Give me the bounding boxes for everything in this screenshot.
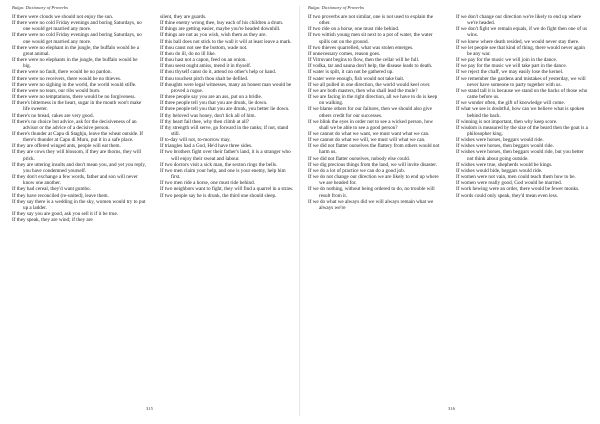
proverb-entry: If we cannot do what we want, we must want what we can. xyxy=(308,130,430,137)
column xyxy=(308,14,442,211)
column xyxy=(160,14,294,199)
proverb-entry: If there were no tears, our ribs would burn. xyxy=(12,87,101,94)
proverb-entry: If what we see is doubtful, how can we believe what is spoken behind the back. xyxy=(456,106,585,119)
proverb-entry: If thou do ill, do no ill like. xyxy=(160,50,216,57)
column xyxy=(12,14,146,223)
proverb-entry: If there were no receivers, there would be no thieves. xyxy=(12,75,122,82)
proverb-entry: If they say you are good, ask you sell it if it be true. xyxy=(12,211,119,217)
proverb-entry: If we are both masters, then who shall lead the mule? xyxy=(308,87,418,94)
proverb-entry: If wishes were true, shepherds would be kings. xyxy=(456,161,553,168)
proverb-entry: If we let people see that kind of thing, there would never again be any war. xyxy=(456,44,585,57)
proverb-entry: If two neighbors want to fight, they will find a quarrel in a straw. xyxy=(160,186,294,193)
column xyxy=(456,14,590,199)
proverb-entry: If two ride on a horse, one must ride behind. xyxy=(308,26,400,33)
proverb-entry: If there's no choice but advice, ask for the decisiveness of an advisor or the advice of a decisive person. xyxy=(12,118,137,131)
running-head: Bulgu: Dictionary of Proverbs xyxy=(308,5,365,10)
proverb-entry: If there were no cold Friday evenings and boring Saturdays, no one would get married any more. xyxy=(12,32,142,45)
proverb-entry: If thoughts were legal witnesses, many an honest man would be proved a rogue. xyxy=(160,81,292,94)
proverb-entry: If there were no elephants in the jungle, the buffalo would be big. xyxy=(12,57,138,70)
proverb-entry: If unnecessary comes, reason goes. xyxy=(308,50,381,57)
proverb-entry: If thine enemy wrong thee, buy each of his children a drum. xyxy=(160,20,284,27)
proverb-entry: If thy heart fail thee, why then climb at all? xyxy=(160,118,250,125)
proverb-entry: If women were really good, God would be married. xyxy=(456,180,562,187)
proverb-entry: If we knew where death resided, we would never stay there. xyxy=(456,38,580,45)
proverb-entry: If work hewing were an order, there would be fewer monks. xyxy=(456,186,580,193)
proverb-entry: If two brothers fight over their father's land, it is a stranger who will enjoy their sweat and labour. xyxy=(160,149,291,162)
proverb-entry: If we wonder often, the gift of knowledge will come. xyxy=(456,100,565,107)
proverb-entry: If we blink the eyes in order not to see a wicked person, how shall we be able to see a good person? xyxy=(308,118,434,131)
proverb-entry: If there's bitterness in the heart, sugar in the mouth won't make life sweeter. xyxy=(12,100,142,113)
proverb-entry: silent, they are guards. xyxy=(160,14,207,20)
proverb-entry: If we don't change our direction we're likely to end up where we're headed. xyxy=(456,14,582,27)
proverb-entry: If we all pulled in one direction, the world would keel over. xyxy=(308,81,431,88)
proverb-entry: If we don't fight we remain equals, if we do fight then one of us wins. xyxy=(456,26,587,39)
page-number: 315 xyxy=(146,406,153,411)
proverb-entry: If water is spilt, it can not be gathered up. xyxy=(308,69,394,76)
proverb-entry: If there were no elephant in the jungle, the buffalo would be a great animal. xyxy=(12,44,140,57)
proverb-entry: If they are offered winged ants, people will eat them. xyxy=(12,143,121,150)
proverb-entry: If there were no cold Friday evenings and boring Saturdays, no one would get married any more. xyxy=(12,20,142,33)
proverb-entry: If water were enough, fish would not take bait. xyxy=(308,75,405,82)
proverb-entry: If we cannot do what we will, we must will what we can. xyxy=(308,137,426,144)
proverb-entry: If two men claim your help, and one is your enemy, help him first. xyxy=(160,167,286,181)
proverb-entry: If we pay for the music we will take part in the dance. xyxy=(456,63,567,70)
proverb-entry: If wisdom is measured by the size of the beard then the goat is a philosopher king. xyxy=(456,124,588,137)
proverb-entry: If there were no fault, there would be no pardon. xyxy=(12,69,112,76)
proverb-entry: If two thieves quarrelled, what was stolen emerges. xyxy=(308,44,414,51)
proverb-entry: If they say there is a wedding in the sky, women would try to put up a ladder. xyxy=(12,198,146,211)
proverb-entry: If we pay for the music we will join in the dance. xyxy=(456,57,558,64)
proverb-entry: If we do not change our direction we are likely to end up where we are headed for. xyxy=(308,174,439,187)
proverb-entry: If two men ride a horse, one must ride behind. xyxy=(160,180,255,187)
proverb-entry: If words could only speak, they'd mean even less. xyxy=(456,192,558,199)
proverb-entry: If three people say you are an ass, put on a bridle. xyxy=(160,94,263,101)
proverb-entry: If two doctors visit a sick man, the sexton rings the bells. xyxy=(160,161,278,168)
proverb-entry: If winning is not important, then why keep score. xyxy=(456,118,558,125)
proverb-entry: If we did not flatter ourselves, nobody else could. xyxy=(308,155,410,162)
proverb-entry: If there were no sighing in the world, the world would stifle. xyxy=(12,81,137,88)
proverb-entry: If we dig precious things from the land, we will invite disaster. xyxy=(308,161,437,168)
proverb-entry: If two people say he is drunk, the third one should sleep. xyxy=(160,192,277,199)
proverb-entry: If three people tell you that you are drunk, lie down. xyxy=(160,100,268,107)
proverb-entry: If thou touchest pitch thou shalt be defiled. xyxy=(160,75,249,82)
proverb-entry: If things are getting easier, maybe you're headed downhill. xyxy=(160,26,281,33)
left-page xyxy=(12,0,296,424)
running-head: Bulgu: Dictionary of Proverbs xyxy=(12,5,69,10)
proverb-entry: If thou canst not see the bottom, wade not. xyxy=(160,44,248,51)
right-page xyxy=(308,0,592,424)
proverb-entry: If two wittish young men sit next to a pot of water, the water spills out on the ground. xyxy=(308,32,433,45)
proverb-entry: If they don't exchange a few words, father and son will never know one another. xyxy=(12,174,138,187)
proverb-entry: If wishes were horses, then beggars would ride, but you better not think about going outside. xyxy=(456,149,584,162)
proverb-entry: If to-day will not, to-morrow may. xyxy=(160,137,231,144)
proverb-entry: If there were clouds we should not enjoy the sun. xyxy=(12,14,114,20)
proverb-entry: If things are not as you wish, wish them as they are. xyxy=(160,32,267,39)
proverb-entry: If vodka, tar and sauna don't help, the disease leads to death. xyxy=(308,63,433,70)
proverb-entry: If thy beloved was honey, don't lick all of him. xyxy=(160,112,256,119)
proverb-entry: If we are facing in the right direction, all we have to do is keep on walking. xyxy=(308,94,438,107)
proverb-entry: If wishes would bide, beggars would ride. xyxy=(456,167,543,174)
proverb-entry: If they have reconciled (re-united), leave them. xyxy=(12,192,109,199)
proverb-entry: If there's thunder at Capu di Staghju, leave the wheat outside. If there's thunder at Capu di Muru, put it in a safe place. xyxy=(12,130,143,144)
proverb-entry: If we do what we always did we will always remain what we always we're xyxy=(308,198,434,211)
proverb-entry: If wishes were horses, then beggars would ride. xyxy=(456,143,554,150)
proverb-entry: If triangles had a God, He'd have three sides. xyxy=(160,143,253,150)
proverb-entry: If we did not flatter ourselves the flattery from others would not harm us. xyxy=(308,143,440,156)
proverb-entry: If there's no bread, cakes are very good. xyxy=(12,112,94,119)
proverb-entry: If this ball does not stick to the wall it will at least leave a mark. xyxy=(160,38,292,45)
proverb-entry: If Vitruvant begins to flow, then the cellar will be full. xyxy=(308,57,420,64)
proverb-entry: If thou hast not a capon, feed on an onion. xyxy=(160,57,247,64)
proverb-entry: If two proverbs are not similar, one is not used to explain the other. xyxy=(308,14,433,27)
proverb-entry: If they had cereal, they'd want gumbo. xyxy=(12,186,91,193)
proverb-entry: If they are uttering insults and don't mean you, and yet you reply, you have condemned yourself. xyxy=(12,161,146,174)
proverb-entry: If they speak, they are wind; if they are xyxy=(12,217,93,224)
proverb-entry: If we remember the gardens and mistakes of yesterday, we will never have someone to party together with us. xyxy=(456,75,586,88)
proverb-entry: If there were no temptations, there would be no forgiveness. xyxy=(12,94,136,101)
proverb-entry: If we do nothing, without being ordered to do, no trouble will result from it. xyxy=(308,186,435,199)
proverb-entry: If we blame others for our failures, then we should also give others credit for our successes. xyxy=(308,106,432,119)
proverb-entry: If we do a lot of practice we can do a good job. xyxy=(308,167,405,174)
proverb-entry: If three people tell you that you are drunk, you better lie down. xyxy=(160,106,290,113)
proverb-entry: If thy strength will serve, go forward in the ranks; if not, stand still. xyxy=(160,124,289,137)
gutter-divider xyxy=(299,6,300,416)
page-number: 316 xyxy=(448,406,455,411)
proverb-entry: If we reject the chaff, we may easily lose the kernel. xyxy=(456,69,564,76)
proverb-entry: If they are cows they will blossom, if they are thorns, they will prick. xyxy=(12,149,142,162)
proverb-entry: If we stand tall it is because we stand on the backs of those who came before us. xyxy=(456,87,588,101)
proverb-entry: If thou thyself canst do it, attend no other's help or hand. xyxy=(160,69,277,76)
proverb-entry: If wishes were horses, beggars would ride. xyxy=(456,137,544,144)
proverb-entry: If thou seest ought amiss, mend it in thyself. xyxy=(160,63,252,70)
proverb-entry: If women were not vain, men could teach them how to be. xyxy=(456,174,576,181)
